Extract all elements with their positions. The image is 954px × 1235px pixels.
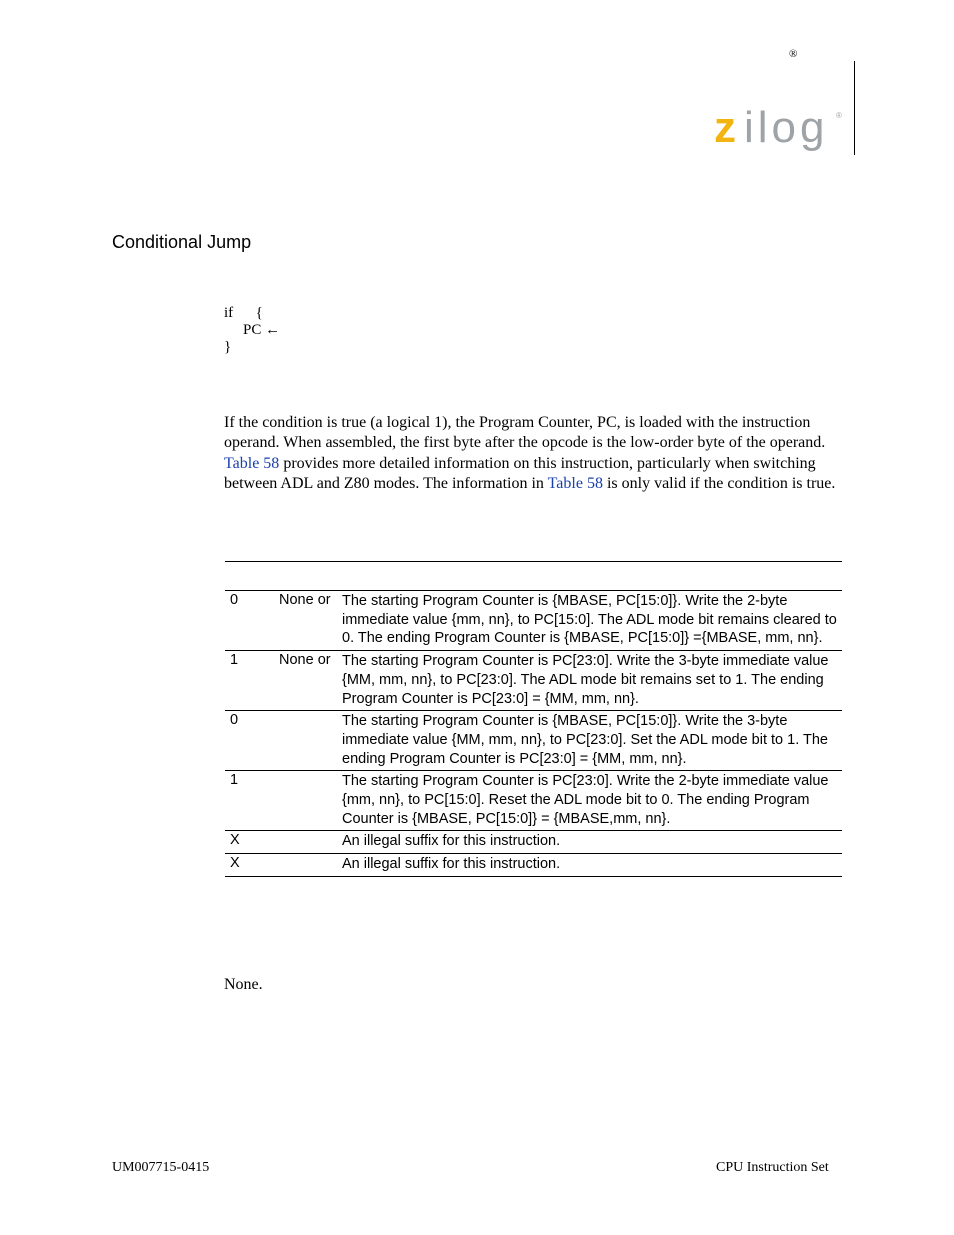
adl-cell: X — [230, 855, 240, 872]
table-row — [225, 651, 842, 711]
section-title: Conditional Jump — [112, 232, 252, 252]
code-line-pc: PC ← — [243, 322, 281, 338]
table-row — [225, 711, 842, 771]
affected-flags-text: None. — [224, 976, 263, 993]
operation-cell: An illegal suffix for this instruction. — [342, 856, 561, 873]
logo-letter-z: z — [714, 104, 736, 152]
adl-cell: 1 — [230, 772, 239, 789]
logo-letters-ilog: ilog — [744, 104, 829, 152]
zilog-logo — [714, 104, 846, 160]
operation-cell: The starting Program Counter is {MBASE, PC[15:0]}. Write the 2-byte immediate value {mm, nn}, to PC[15:0]. The ADL mode bit remains cleared to 0. The ending Program Counter is {MBASE, PC[15:0]} ={MBASE, mm, nn}. — [342, 593, 837, 647]
operation-cell: An illegal suffix for this instruction. — [342, 833, 561, 850]
header-divider — [854, 61, 855, 155]
operation-cell: The starting Program Counter is PC[23:0]. Write the 3-byte immediate value {MM, mm, nn}, to PC[23:0]. The ADL mode bit remains set to 1. The ending Program Counter is PC[23:0] = {MM, mm, nn}. — [342, 653, 829, 707]
operation-cell: The starting Program Counter is {MBASE, PC[15:0]}. Write the 3-byte immediate value {MM, mm, nn}, to PC[23:0]. Set the ADL mode bit to 1. The ending Program Counter is PC[23:0] = {MM, mm, nn}. — [342, 713, 828, 767]
table-row — [225, 854, 842, 877]
code-line-if: if { — [224, 305, 263, 321]
suffix-cell: None or — [279, 592, 331, 608]
code-line-close: } — [224, 339, 232, 355]
svg-text:®: ® — [836, 111, 842, 120]
table-58-link-2[interactable]: Table 58 — [547, 475, 603, 493]
footer-chapter: CPU Instruction Set — [716, 1160, 829, 1175]
adl-cell: X — [230, 832, 240, 849]
table-row — [225, 591, 842, 651]
registered-mark: ® — [789, 48, 798, 60]
table-row — [225, 831, 842, 854]
description-text-1: If the condition is true (a logical 1), the Program Counter, PC, is loaded with the instruction operand. When assembled, the first byte after the opcode is the low-order byte of the operand. — [224, 414, 826, 452]
suffix-cell: None or — [279, 652, 331, 669]
adl-cell: 1 — [230, 652, 239, 669]
footer-doc-id: UM007715-0415 — [112, 1160, 210, 1175]
operation-cell: The starting Program Counter is PC[23:0]. Write the 2-byte immediate value {mm, nn}, to PC[15:0]. Reset the ADL mode bit to 0. The ending Program Counter is {MBASE, PC[15:0]} = {MBASE,mm, nn}. — [342, 773, 829, 827]
table-header-row — [225, 562, 842, 591]
operation-code-block — [224, 305, 280, 356]
description-text-3: is only valid if the condition is true. — [602, 475, 836, 493]
adl-cell: 0 — [230, 592, 239, 608]
table-58-link-1[interactable]: Table 58 — [224, 454, 280, 472]
description-text-2: provides more detailed information on this instruction, particularly when switching between ADL and Z80 modes. The information in — [224, 454, 816, 493]
description-paragraph — [224, 413, 840, 495]
jp-table — [225, 561, 842, 877]
adl-cell: 0 — [230, 712, 239, 729]
table-row — [225, 771, 842, 831]
